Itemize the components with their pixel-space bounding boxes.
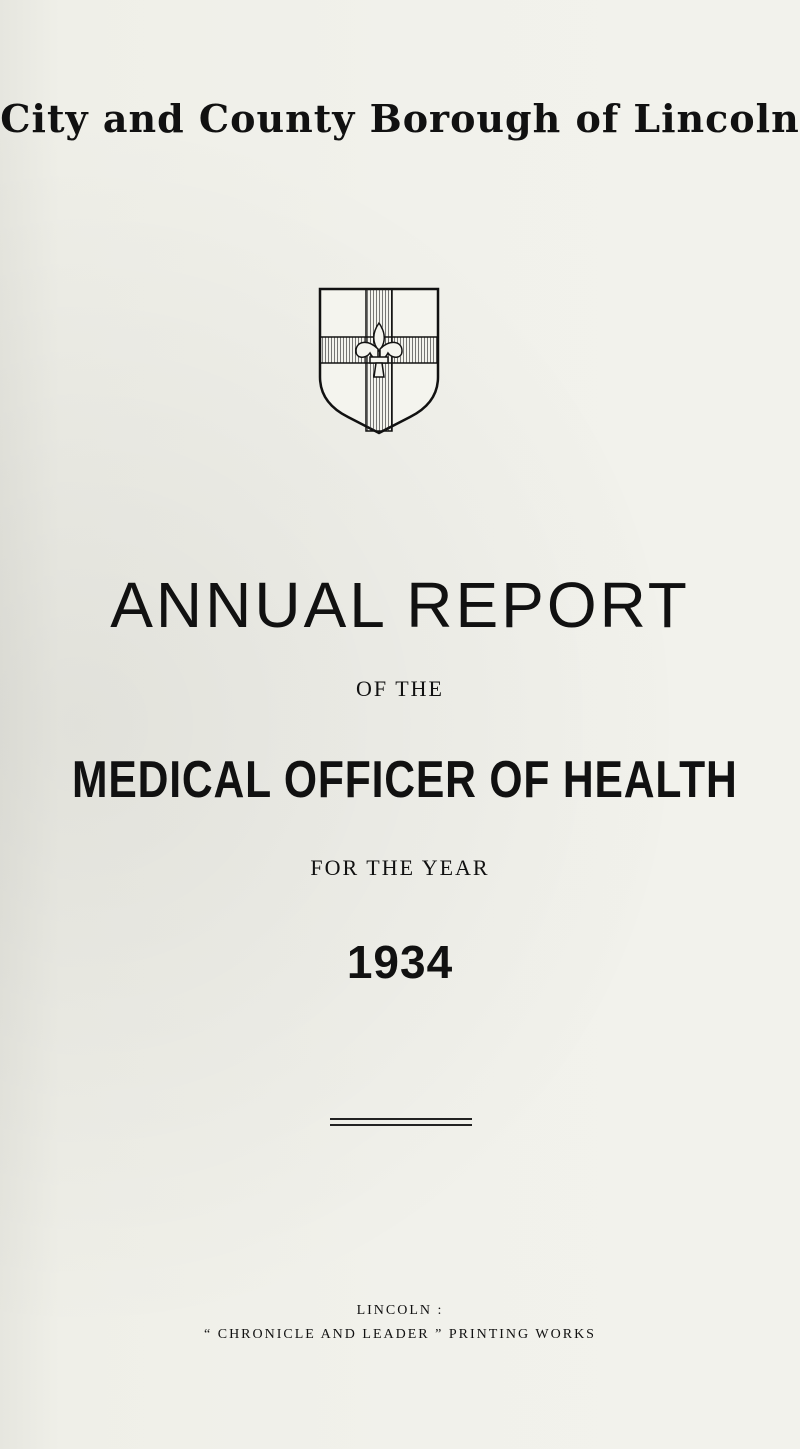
divider-rule-bottom xyxy=(330,1124,472,1126)
city-title: City and County Borough of Lincoln xyxy=(0,96,800,141)
for-the-year-label: FOR THE YEAR xyxy=(310,855,490,880)
imprint-printer: “ CHRONICLE AND LEADER ” PRINTING WORKS xyxy=(204,1327,596,1342)
divider-rule-top xyxy=(330,1118,472,1120)
city-of-lincoln-arms-icon xyxy=(316,285,442,435)
report-subject: MEDICAL OFFICER OF HEALTH xyxy=(72,751,738,809)
report-heading: ANNUAL REPORT xyxy=(110,569,690,641)
report-year: 1934 xyxy=(346,936,454,988)
report-connector: OF THE xyxy=(356,676,444,701)
imprint-city: LINCOLN : xyxy=(356,1303,444,1318)
